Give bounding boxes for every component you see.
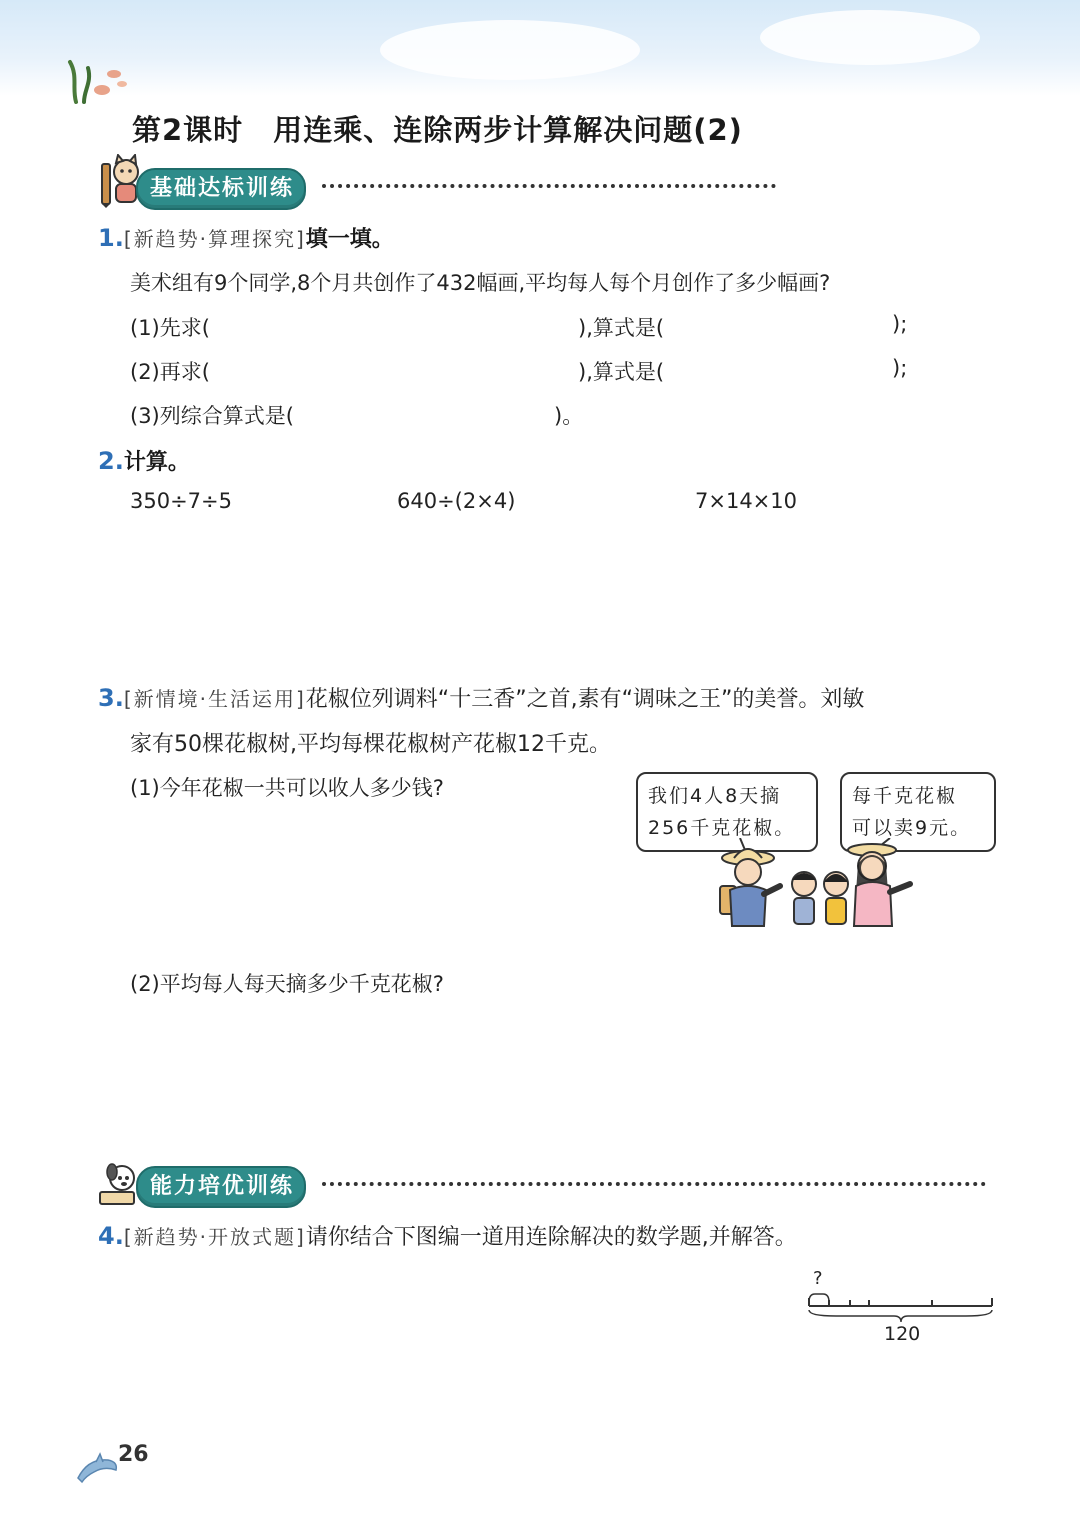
bubble-line: 可以卖9元。 [852,817,972,839]
q1-line1-middle: ),算式是( [578,316,665,340]
section-divider-dots [322,1182,986,1186]
question-1-header [98,222,394,253]
bubble-line: 我们4人8天摘 [648,785,782,807]
q1-line2-middle: ),算式是( [578,360,665,384]
calc-expression: 350÷7÷5 [130,489,232,513]
diagram-total-label: 120 [884,1323,921,1345]
pencil-cat-icon [98,154,142,208]
header-cloud [760,10,980,65]
question-1-problem: 美术组有9个同学,8个月共创作了432幅画,平均每人每个月创作了多少幅画? [130,271,831,295]
question-number: 3. [98,684,124,712]
dolphin-icon [74,1450,120,1484]
lesson-title [132,108,743,149]
q1-line1-prefix: (1)先求( [130,316,210,340]
question-4-text: 请你结合下图编一道用连除解决的数学题,并解答。 [305,1225,797,1250]
question-number: 2. [98,447,124,475]
calc-expression: 640÷(2×4) [397,489,516,513]
question-tag: [新情境·生活运用] [123,687,306,711]
page-number: 26 [118,1442,149,1467]
bubble-line: 每千克花椒 [852,785,958,807]
section-badge-basic: 基础达标训练 [136,168,306,210]
question-tag: [新趋势·开放式题] [123,1225,306,1249]
header-cloud [380,20,640,80]
calc-expression: 7×14×10 [695,489,797,513]
bubble-line: 256千克花椒。 [648,817,796,839]
family-illustration [700,838,930,938]
question-instruction: 计算。 [123,450,190,475]
q1-line3-prefix: (3)列综合算式是( [130,404,294,428]
question-3-text-line1: 花椒位列调料“十三香”之首,素有“调味之王”的美誉。刘敏 [305,687,865,712]
section-badge-advanced: 能力培优训练 [136,1166,306,1208]
question-2-header [98,445,190,476]
question-instruction: 填一填。 [305,227,394,252]
segment-diagram [806,1290,996,1324]
lesson-topic: 用连乘、连除两步计算解决问题(2) [273,113,743,147]
seaweed-icon [64,54,134,104]
question-4-header [98,1220,797,1251]
q1-line3-end: )。 [554,404,584,428]
section-divider-dots [322,184,776,188]
q1-line2-prefix: (2)再求( [130,360,210,384]
question-number: 1. [98,224,124,252]
question-number: 4. [98,1222,124,1250]
question-tag: [新趋势·算理探究] [123,227,306,251]
q1-line1-end: ); [892,312,908,336]
q1-line2-end: ); [892,356,908,380]
question-3-header [98,682,864,713]
lesson-number: 第2课时 [132,113,244,147]
diagram-question-mark: ? [813,1268,823,1289]
question-3-text-line2: 家有50棵花椒树,平均每棵花椒树产花椒12千克。 [130,732,611,757]
question-3-sub1: (1)今年花椒一共可以收人多少钱? [130,776,444,800]
question-3-sub2: (2)平均每人每天摘多少千克花椒? [130,972,444,996]
